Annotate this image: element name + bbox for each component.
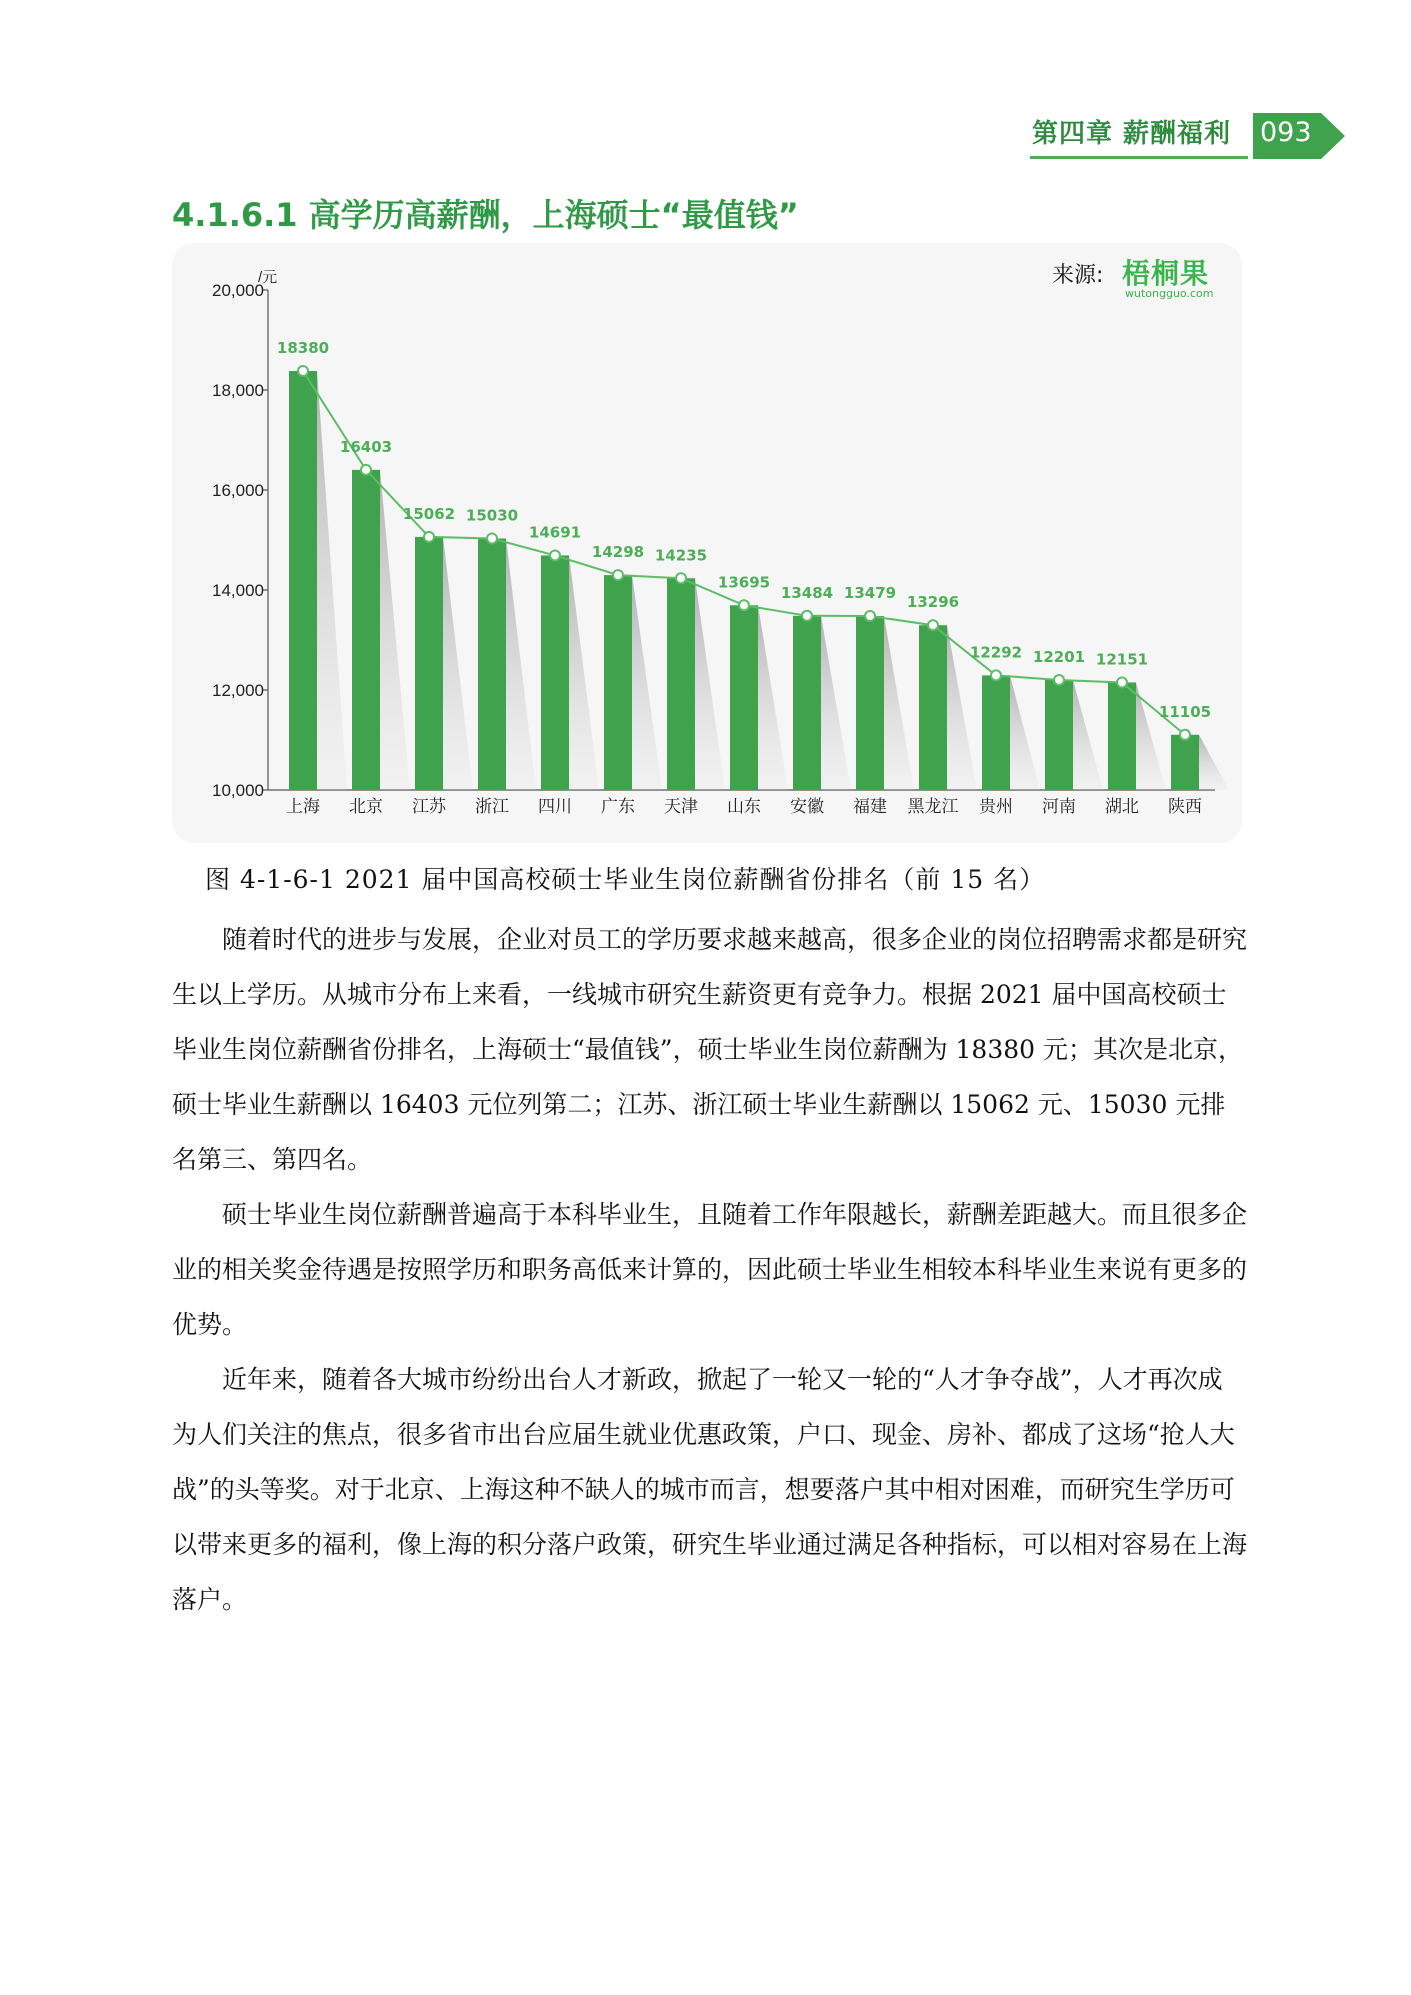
paragraph-3: 近年来，随着各大城市纷纷出台人才新政，掀起了一轮又一轮的“人才争夺战”，人才再次成为人们关注的焦点，很多省市出台应届生就业优惠政策，户口、现金、房补、都成了这场“抢人大战”的头等奖。对于北京、上海这种不缺人的城市而言，想要落户其中相对困难，而研究生学历可以带来更多的福利，像上海的积分落户政策，研究生毕业通过满足各种指标，可以相对容易在上海落户。 (172, 1365, 1248, 1614)
data-label: 13479 (843, 584, 897, 603)
trend-point (739, 600, 749, 610)
data-label: 15030 (465, 506, 519, 525)
trend-point (1054, 675, 1064, 685)
brand-url: wutongguo.com (1125, 287, 1214, 300)
data-label: 12292 (969, 643, 1023, 662)
x-tick-label: 天津 (664, 797, 698, 817)
x-tick-label: 山东 (727, 797, 761, 817)
x-tick-label: 北京 (349, 797, 383, 817)
bar (478, 539, 506, 791)
data-label: 13695 (717, 573, 771, 592)
bar-shadow (506, 539, 536, 791)
data-label: 12151 (1095, 650, 1149, 669)
trend-point (865, 611, 875, 621)
bar (667, 578, 695, 790)
bar-shadow (1073, 680, 1103, 790)
data-label: 14691 (528, 523, 582, 542)
y-tick-label: 20,000 (212, 281, 264, 300)
data-label: 13296 (906, 593, 960, 612)
data-label: 13484 (780, 583, 834, 602)
bar-shadow (758, 605, 788, 790)
data-label: 16403 (339, 437, 393, 456)
x-tick-label: 安徽 (790, 797, 824, 817)
bar-shadow (569, 555, 599, 790)
source-label: 来源: (1052, 263, 1104, 288)
bar (352, 470, 380, 790)
bar-shadows (317, 371, 1229, 790)
bar-shadow (884, 616, 914, 790)
bar-shadow (1199, 735, 1229, 790)
data-label: 15062 (402, 504, 456, 523)
bar (289, 371, 317, 790)
paragraph-2: 硕士毕业生岗位薪酬普遍高于本科毕业生，且随着工作年限越长，薪酬差距越大。而且很多企业的相关奖金待遇是按照学历和职务高低来计算的，因此硕士毕业生相较本科毕业生来说有更多的优势。 (172, 1200, 1248, 1339)
data-label: 14235 (654, 546, 708, 565)
x-tick-label: 四川 (538, 797, 572, 817)
chapter-title: 第四章 薪酬福利 (1032, 119, 1232, 149)
page-number: 093 (1260, 117, 1312, 148)
bar (982, 675, 1010, 790)
bar (793, 616, 821, 790)
x-tick-label: 陕西 (1168, 797, 1202, 817)
x-tick-label: 贵州 (979, 797, 1013, 817)
x-tick-label: 黑龙江 (907, 797, 959, 817)
bar-shadow (821, 616, 851, 790)
trend-point (424, 532, 434, 542)
brand-logo: 梧桐果 (1122, 257, 1210, 290)
x-axis-labels (286, 796, 1202, 817)
bar (856, 616, 884, 790)
x-tick-label: 浙江 (475, 797, 509, 817)
bar-shadow (1010, 675, 1040, 790)
trend-point (1180, 730, 1190, 740)
x-tick-label: 河南 (1042, 797, 1076, 817)
trend-point (1117, 677, 1127, 687)
data-label: 12201 (1032, 647, 1086, 666)
trend-point (550, 550, 560, 560)
trend-point (928, 620, 938, 630)
y-tick-label: 14,000 (212, 581, 264, 600)
y-tick-label: 10,000 (212, 781, 264, 800)
bar-shadow (632, 575, 662, 790)
trend-point (487, 534, 497, 544)
x-tick-label: 福建 (853, 797, 887, 817)
x-tick-label: 广东 (601, 797, 635, 817)
trend-point (991, 670, 1001, 680)
y-tick-label: 12,000 (212, 681, 264, 700)
paragraph-1: 随着时代的进步与发展，企业对员工的学历要求越来越高，很多企业的岗位招聘需求都是研究生以上学历。从城市分布上来看，一线城市研究生薪资更有竞争力。根据 2021 届中国高校硕士毕业生岗位薪酬省份排名，上海硕士“最值钱”，硕士毕业生岗位薪酬为 18380 元；其次是北京，硕士毕业生薪酬以 16403 元位列第二；江苏、浙江硕士毕业生薪酬以 15062 元、15030 元排名第三、第四名。 (172, 925, 1248, 1174)
bar (1045, 680, 1073, 790)
section-title: 4.1.6.1 高学历高薪酬，上海硕士“最值钱” (172, 196, 799, 234)
salary-bar-chart (0, 0, 1411, 900)
x-tick-label: 江苏 (412, 797, 446, 817)
trend-point (361, 465, 371, 475)
x-tick-label: 上海 (286, 797, 320, 817)
bar-shadow (695, 578, 725, 790)
y-tick-label: 18,000 (212, 381, 264, 400)
y-tick-label: 16,000 (212, 481, 264, 500)
trend-point (298, 366, 308, 376)
data-label: 14298 (591, 543, 645, 562)
bar (604, 575, 632, 790)
y-unit-label: /元 (258, 269, 278, 286)
data-label: 11105 (1158, 702, 1212, 721)
bar (730, 605, 758, 790)
data-label: 18380 (276, 339, 330, 357)
figure-caption: 图 4-1-6-1 2021 届中国高校硕士毕业生岗位薪酬省份排名（前 15 名） (205, 865, 1046, 894)
bar (1171, 735, 1199, 790)
bar (919, 625, 947, 790)
bar (1108, 682, 1136, 790)
x-tick-label: 湖北 (1105, 797, 1139, 817)
bar (541, 555, 569, 790)
trend-point (802, 611, 812, 621)
trend-point (676, 573, 686, 583)
bar-shadow (443, 537, 473, 790)
bar (415, 537, 443, 790)
trend-point (613, 570, 623, 580)
